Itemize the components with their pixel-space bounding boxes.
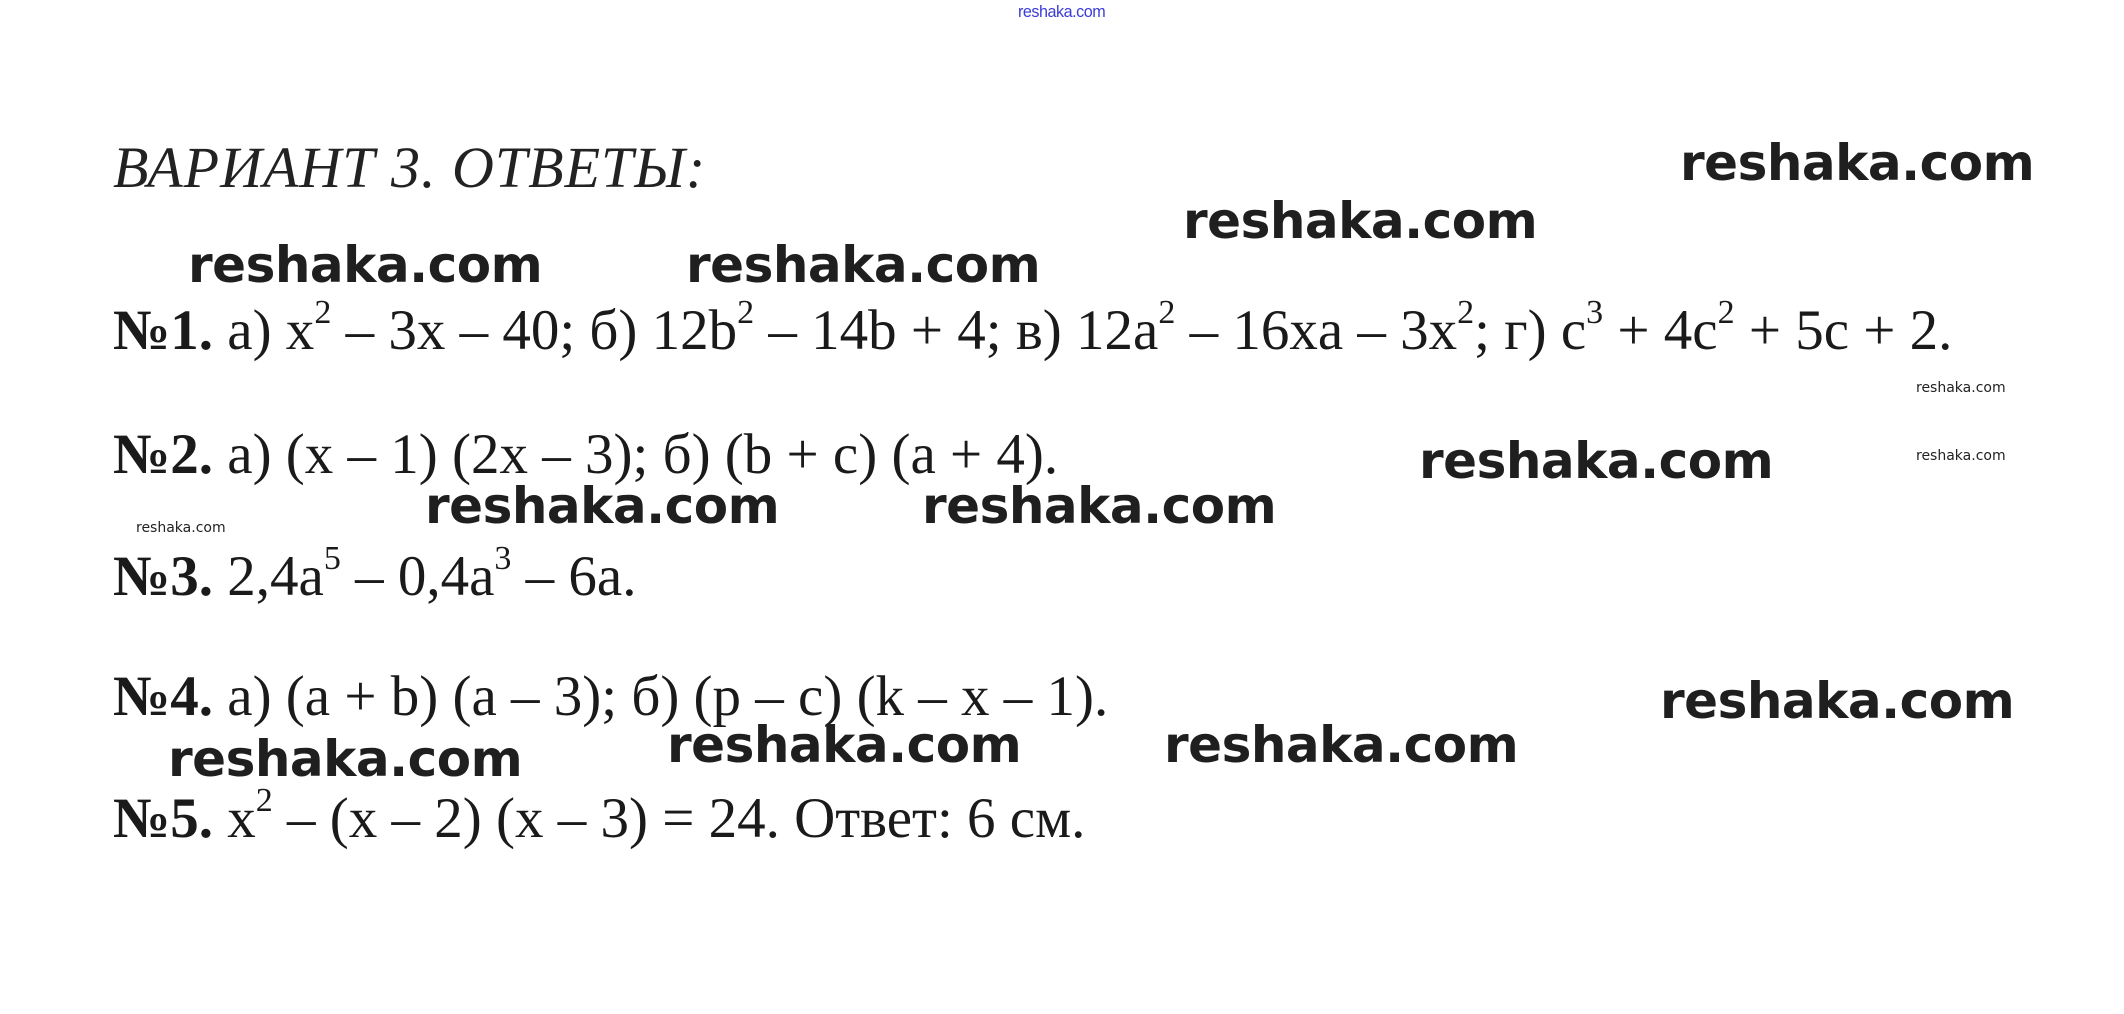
watermark-text: reshaka.com	[1164, 716, 1519, 774]
answer-text: а) (a + b) (a – 3); б) (p – c) (k – x – 1).	[213, 665, 1109, 728]
watermark-text: reshaka.com	[168, 730, 523, 788]
exponent: 2	[1717, 294, 1735, 331]
exponent: 3	[494, 540, 512, 577]
watermark-text: reshaka.com	[686, 236, 1041, 294]
watermark-text: reshaka.com	[1660, 672, 2015, 730]
watermark-small-text: reshaka.com	[136, 520, 226, 536]
exponent: 2	[1158, 294, 1176, 331]
exponent: 5	[323, 540, 341, 577]
watermark-text: reshaka.com	[1680, 134, 2035, 192]
exponent: 2	[1457, 294, 1475, 331]
answer-text: $x^2 - (x - 2)$ (x – 3) = 24. Ответ: 6 см.	[213, 782, 1086, 850]
exponent: 2	[255, 782, 273, 819]
answer-number: №4.	[113, 665, 214, 728]
answer-text: $2,4a^5 - 0,4a^3 - 6a$.	[213, 540, 637, 608]
answer-5	[113, 782, 1086, 851]
answer-number: №3.	[113, 545, 214, 608]
answer-3	[113, 540, 637, 609]
answer-number: №2.	[113, 423, 214, 486]
header-site-link[interactable]: reshaka.com	[1018, 2, 1106, 21]
watermark-small-text: reshaka.com	[1916, 380, 2006, 396]
page-title: ВАРИАНТ 3. ОТВЕТЫ:	[113, 135, 707, 200]
watermark-text: reshaka.com	[188, 236, 543, 294]
answer-number: №5.	[113, 787, 214, 850]
watermark-text: reshaka.com	[425, 477, 780, 535]
exponent: 3	[1586, 294, 1604, 331]
exponent: 2	[737, 294, 755, 331]
answer-text: а) (x – 1) (2x – 3); б) (b + c) (a + 4).	[213, 423, 1059, 486]
watermark-small-text: reshaka.com	[1916, 448, 2006, 464]
watermark-text: reshaka.com	[922, 477, 1277, 535]
watermark-text: reshaka.com	[667, 716, 1022, 774]
answer-text: а) $x^2 - 3x - 40$; б) $12b^2 - 14b + 4$; в) $12a^2 - 16xa - 3x^2$; г) $c^3 + 4c^2 + 5c + 2$.	[213, 294, 1953, 362]
watermark-text: reshaka.com	[1183, 192, 1538, 250]
watermark-text: reshaka.com	[1419, 432, 1774, 490]
answer-1	[113, 294, 1953, 363]
exponent: 2	[314, 294, 332, 331]
answer-number: №1.	[113, 299, 214, 362]
